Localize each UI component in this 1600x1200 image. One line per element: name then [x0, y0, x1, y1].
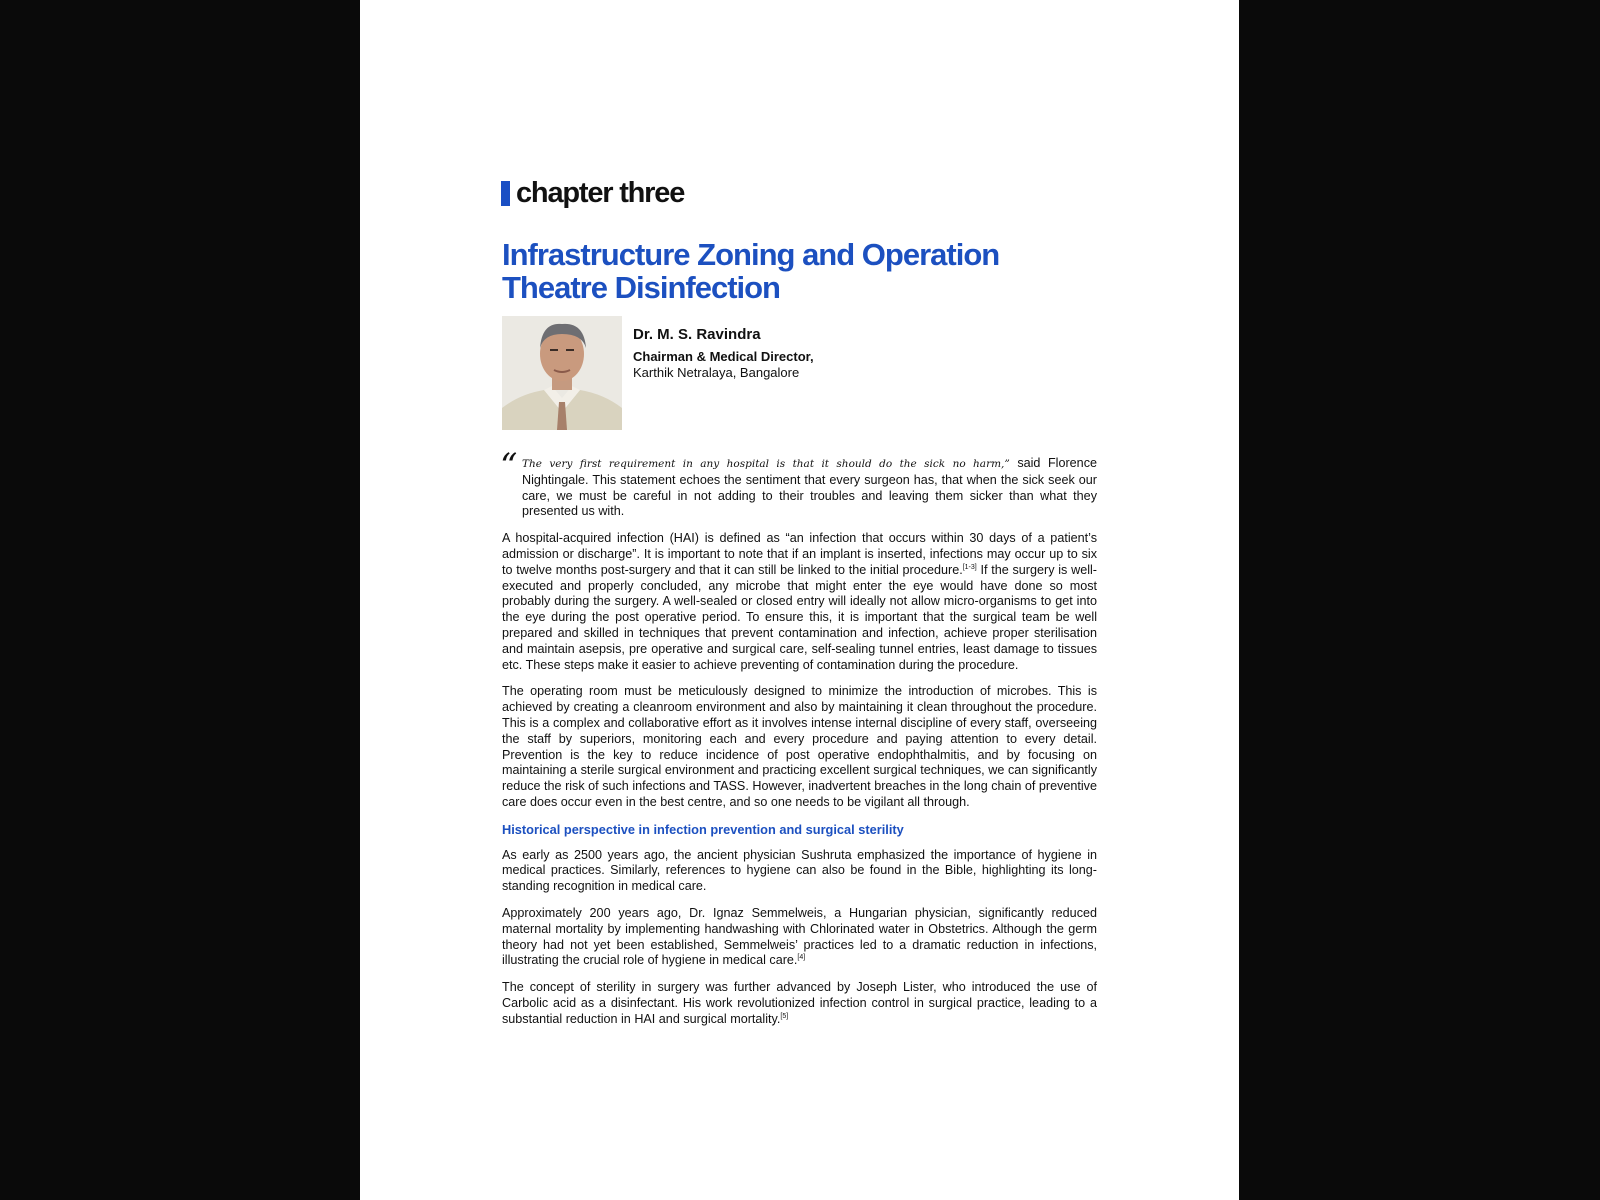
chapter-label-text: chapter three: [516, 176, 685, 209]
paragraph-text: Approximately 200 years ago, Dr. Ignaz Semmelweis, a Hungarian physician, significantly reduced maternal mortality by implementing handwashing with Chlorinated water in Obstetrics. Although the germ theory had not yet been established, Semmelweis’ practices led to a dramatic reduction in infections, illustrating the crucial role of hygiene in medical care.: [502, 905, 1097, 968]
article-body: [500, 446, 1097, 1039]
paragraph-text: The concept of sterility in surgery was further advanced by Joseph Lister, who introduced the use of Carbolic acid as a disinfectant. His work revolutionized infection control in surgical practice, leading to a substantial reduction in HAI and surgical mortality.: [502, 980, 1097, 1026]
author-role: Chairman & Medical Director,: [633, 349, 814, 364]
chapter-label: [501, 178, 684, 208]
chapter-title: [502, 238, 1062, 304]
chapter-accent-bar: [501, 181, 510, 206]
paragraph-text: If the surgery is well-executed and properly concluded, any microbe that might enter the eye would have done so most probably during the surgery. A well-sealed or closed entry will ideally not allow micro-organisms to get into the eye during the post operative period. To ensure this, it is important that the surgical team be well prepared and skilled in techniques that prevent contamination and infection, achieve proper sterilisation and maintain asepsis, pre operative and surgical care, self-sealing tunnel entries, least damage to tissues etc. These steps make it easier to achieve preventing of contamination during the procedure.: [502, 562, 1097, 672]
citation-ref: [1-3]: [962, 563, 977, 571]
chapter-title-line-1: Infrastructure Zoning and Operation: [502, 237, 1000, 272]
author-details: [633, 326, 814, 381]
author-organization: Karthik Netralaya, Bangalore: [633, 365, 800, 380]
nightingale-quote: The very first requirement in any hospital is that it should do the sick no harm,”: [522, 458, 1010, 470]
section-heading: Historical perspective in infection prevention and surgical sterility: [502, 821, 904, 837]
citation-ref: [4]: [797, 954, 806, 962]
quote-mark-icon: “: [500, 446, 518, 486]
opening-quote-paragraph: [500, 446, 1097, 520]
document-page: [360, 0, 1239, 1200]
quote-continuation: said Florence Nightingale. This statement echoes the sentiment that every surgeon has, that when the sick seek our care, we must be careful in not adding to their troubles and leaving them sicker than what they presented us with.: [522, 456, 1097, 519]
paragraph-operating-room: The operating room must be meticulously designed to minimize the introduction of microbes. This is achieved by creating a cleanroom environment and also by maintaining it clean throughout the procedure. This is a complex and collaborative effort as it involves intense internal discipline of every staff, overseeing the staff by superiors, monitoring each and every procedure and paying attention to every detail. Prevention is the key to reduce incidence of post operative endophthalmitis, and by focusing on maintaining a sterile surgical environment and practicing excellent surgical techniques, we can significantly reduce the risk of such infections and TASS. However, inadvertent breaches in the long chain of preventive care does occur even in the best centre, and so one needs to be vigilant all through.: [502, 684, 1097, 809]
chapter-title-line-2: Theatre Disinfection: [502, 270, 780, 305]
author-name: Dr. M. S. Ravindra: [633, 326, 761, 343]
paragraph-hai-definition: [502, 531, 1097, 673]
author-block: [502, 316, 1062, 431]
paragraph-semmelweis: [502, 906, 1097, 969]
paragraph-sushruta: As early as 2500 years ago, the ancient physician Sushruta emphasized the importance of hygiene in medical practices. Similarly, references to hygiene can also be found in the Bible, highlighting its long-standing recognition in medical care.: [502, 847, 1097, 894]
author-photo: [502, 316, 622, 430]
citation-ref: [5]: [780, 1012, 789, 1020]
author-portrait-image: [502, 316, 622, 430]
paragraph-lister: [502, 980, 1097, 1027]
paragraph-text: A hospital-acquired infection (HAI) is defined as “an infection that occurs within 30 days of a patient’s admission or discharge”. It is important to note that if an implant is inserted, infections may occur up to six to twelve months post-surgery and that it can still be linked to the initial procedure.: [502, 531, 1097, 577]
